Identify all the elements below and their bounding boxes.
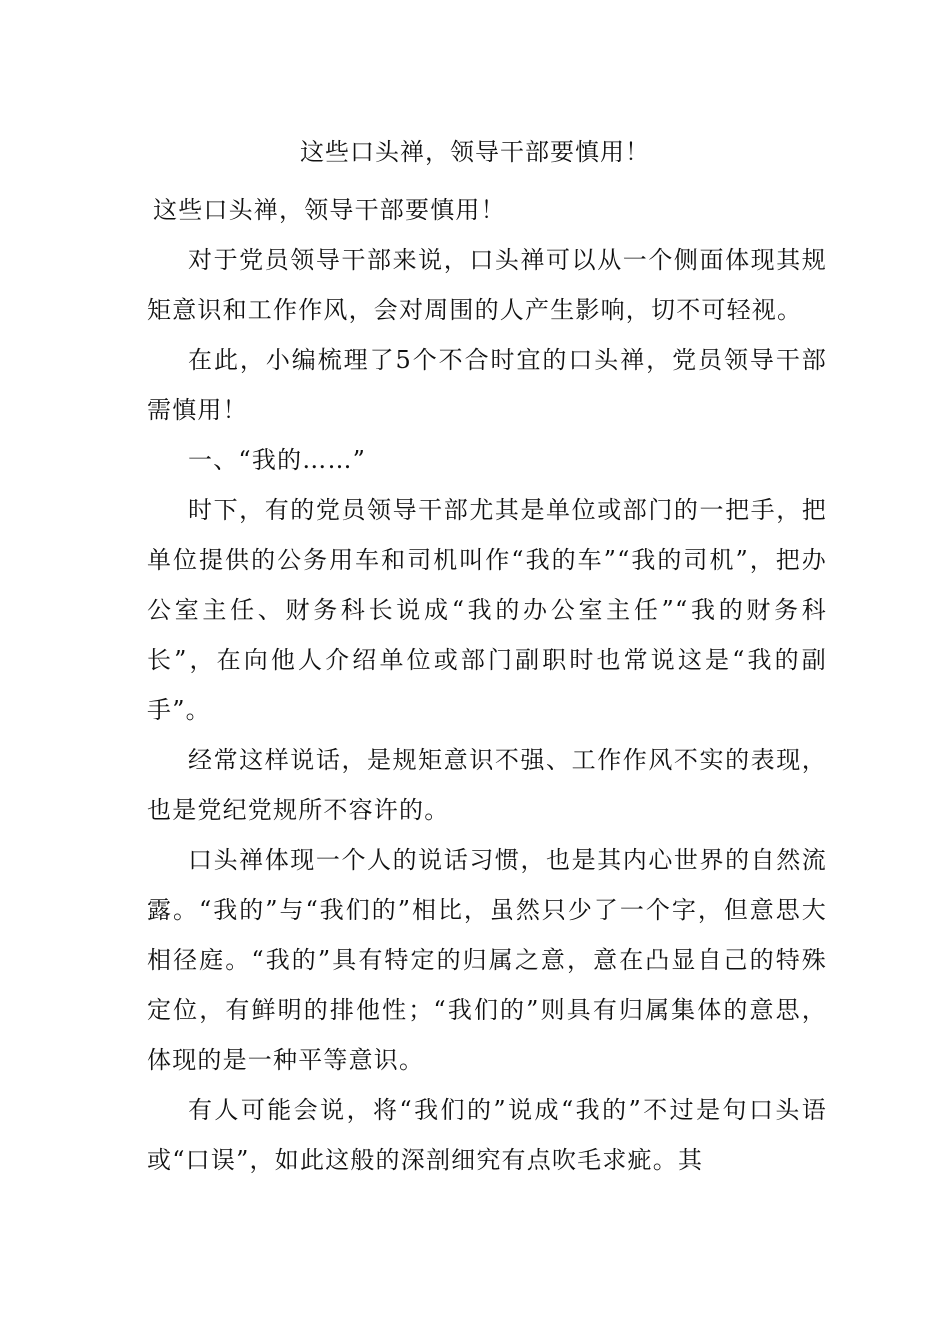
paragraph-section-1-b: 经常这样说话，是规矩意识不强、工作作风不实的表现，也是党纪党规所不容许的。 bbox=[147, 746, 827, 824]
document-body bbox=[147, 185, 827, 1185]
document-subtitle: 这些口头禅，领导干部要慎用！ bbox=[153, 196, 506, 224]
section-heading-1: 一、“我的……” bbox=[188, 446, 367, 474]
paragraph-summary: 在此，小编梳理了5个不合时宜的口头禅，党员领导干部需慎用！ bbox=[147, 346, 827, 424]
paragraph-section-1-a: 时下，有的党员领导干部尤其是单位或部门的一把手，把单位提供的公务用车和司机叫作“我的车”“我的司机”，把办公室主任、财务科长说成“我的办公室主任”“我的财务科长”，在向他人介绍单位或部门副职时也常说这是“我的副手”。 bbox=[147, 496, 827, 724]
document-title: 这些口头禅，领导干部要慎用！ bbox=[300, 138, 650, 166]
paragraph-section-1-d: 有人可能会说，将“我们的”说成“我的”不过是句口头语或“口误”，如此这般的深剖细究有点吹毛求疵。其 bbox=[147, 1096, 827, 1174]
paragraph-intro: 对于党员领导干部来说，口头禅可以从一个侧面体现其规矩意识和工作作风，会对周围的人产生影响，切不可轻视。 bbox=[147, 246, 827, 324]
paragraph-section-1-c: 口头禅体现一个人的说话习惯，也是其内心世界的自然流露。“我的”与“我们的”相比，虽然只少了一个字，但意思大相径庭。“我的”具有特定的归属之意，意在凸显自己的特殊定位，有鲜明的排他性；“我们的”则具有归属集体的意思，体现的是一种平等意识。 bbox=[147, 846, 827, 1074]
